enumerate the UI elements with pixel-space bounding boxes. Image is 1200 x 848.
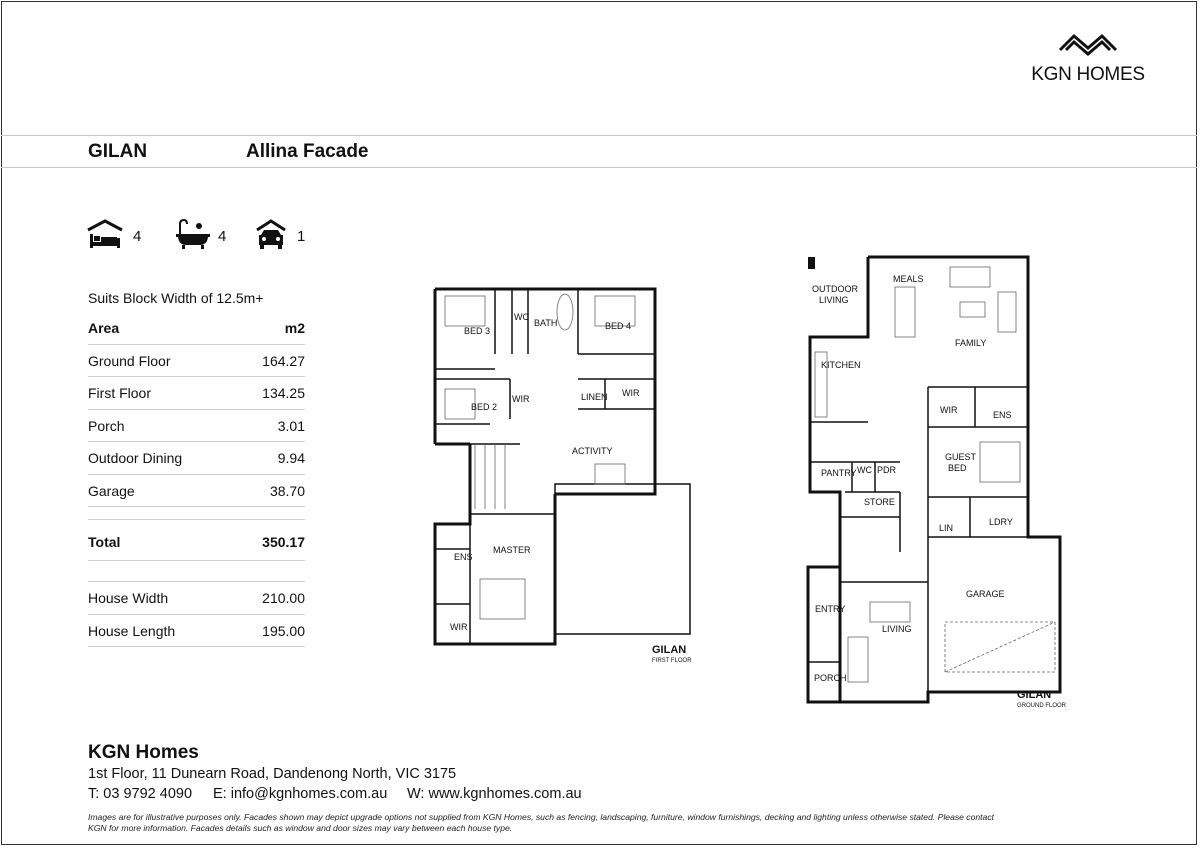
plan-title: GILAN bbox=[1017, 689, 1052, 701]
table-row bbox=[88, 410, 305, 443]
room-label: OUTDOOR bbox=[812, 284, 858, 294]
room-label: STORE bbox=[864, 497, 895, 507]
area-total-row bbox=[88, 519, 305, 561]
garage-count: 1 bbox=[297, 228, 306, 245]
room-label: PDR bbox=[877, 465, 897, 475]
dimension-label: House Width bbox=[88, 590, 169, 606]
ground-floor-plan-drawing bbox=[800, 252, 1070, 714]
area-total-label: Total bbox=[88, 534, 121, 550]
footer-company-name: KGN Homes bbox=[88, 742, 199, 763]
room-label: WC bbox=[514, 312, 529, 322]
structural-column bbox=[808, 257, 815, 269]
area-row-value: 134.25 bbox=[262, 385, 305, 401]
room-label: ACTIVITY bbox=[572, 446, 613, 456]
room-label: WIR bbox=[512, 394, 530, 404]
table-row bbox=[88, 442, 305, 475]
area-table-header bbox=[88, 312, 305, 345]
dimension-value: 210.00 bbox=[262, 590, 305, 606]
plan-subtitle: GROUND FLOOR bbox=[1017, 703, 1067, 709]
garage-icon bbox=[255, 218, 287, 250]
block-width-note: Suits Block Width of 12.5m+ bbox=[88, 290, 264, 306]
room-label: ENS bbox=[454, 552, 473, 562]
dimension-value: 195.00 bbox=[262, 622, 305, 639]
room-label: BED 3 bbox=[464, 326, 491, 336]
room-label: GUEST bbox=[945, 452, 977, 462]
room-label: ENS bbox=[993, 410, 1012, 420]
facade-name: Allina Facade bbox=[246, 141, 369, 162]
table-spacer bbox=[88, 561, 305, 582]
area-header-unit: m2 bbox=[284, 320, 305, 336]
ground-floor-plan bbox=[800, 252, 1070, 719]
brand-logo-text: KGN HOMES bbox=[1031, 64, 1145, 85]
area-row-label: Porch bbox=[88, 417, 125, 434]
footer-address: 1st Floor, 11 Dunearn Road, Dandenong North, VIC 3175 bbox=[88, 766, 457, 782]
room-label: BED 4 bbox=[605, 321, 632, 331]
room-label: GARAGE bbox=[966, 589, 1005, 599]
area-table bbox=[88, 312, 305, 647]
room-label: MEALS bbox=[893, 274, 924, 284]
bedroom-count: 4 bbox=[133, 228, 142, 245]
footer-disclaimer: Images are for illustrative purposes only. Facades shown may depict upgrade options not supplied from KGN Homes, such as fencing, landscaping, furniture, window furnishings, decking and lighting unless otherwise stated. Please contact KGN for more information. Facades details such as window and door sizes may vary between each house type. bbox=[88, 812, 995, 833]
house-name: GILAN bbox=[88, 141, 148, 162]
area-row-value: 9.94 bbox=[277, 450, 305, 466]
area-row-value: 164.27 bbox=[262, 352, 305, 369]
bath-icon bbox=[174, 218, 212, 250]
area-row-value: 38.70 bbox=[269, 482, 305, 499]
header-divider-top bbox=[1, 135, 1197, 136]
area-row-label: Outdoor Dining bbox=[88, 450, 183, 466]
table-row bbox=[88, 615, 305, 648]
room-label: LINEN bbox=[581, 392, 608, 402]
room-label: BED 2 bbox=[471, 402, 498, 412]
table-row bbox=[88, 377, 305, 410]
area-header-label: Area bbox=[88, 320, 120, 336]
first-floor-plan bbox=[430, 284, 700, 679]
room-label: LIVING bbox=[882, 624, 912, 634]
dimension-label: House Length bbox=[88, 622, 176, 639]
footer-phone: T: 03 9792 4090 bbox=[88, 786, 193, 802]
room-label: MASTER bbox=[493, 545, 531, 555]
area-row-label: First Floor bbox=[88, 385, 151, 401]
table-row bbox=[88, 345, 305, 378]
area-total-value: 350.17 bbox=[262, 534, 305, 550]
area-row-label: Garage bbox=[88, 482, 135, 499]
area-row-label: Ground Floor bbox=[88, 352, 171, 369]
table-spacer bbox=[88, 507, 305, 519]
first-floor-plan-drawing bbox=[430, 284, 700, 674]
room-label: WIR bbox=[940, 405, 958, 415]
footer-website[interactable]: W: www.kgnhomes.com.au bbox=[407, 786, 582, 802]
room-label: WC bbox=[857, 465, 872, 475]
room-label: PANTRY bbox=[821, 468, 857, 478]
room-label: BED bbox=[948, 463, 967, 473]
footer-email[interactable]: E: info@kgnhomes.com.au bbox=[213, 786, 388, 802]
plan-subtitle: FIRST FLOOR bbox=[652, 658, 692, 664]
room-label: WIR bbox=[622, 388, 640, 398]
house-roof-logo-icon bbox=[1028, 26, 1148, 66]
room-label: WIR bbox=[450, 622, 468, 632]
room-label: LIVING bbox=[819, 295, 849, 305]
room-label: ENTRY bbox=[815, 604, 846, 614]
plan-title: GILAN bbox=[652, 644, 687, 656]
header-divider-bottom bbox=[1, 167, 1197, 168]
area-row-value: 3.01 bbox=[277, 417, 305, 434]
room-label: PORCH bbox=[814, 673, 847, 683]
bathroom-count: 4 bbox=[218, 228, 227, 245]
table-row bbox=[88, 475, 305, 508]
room-label: KITCHEN bbox=[821, 360, 861, 370]
room-label: LIN bbox=[939, 523, 954, 533]
room-label: BATH bbox=[534, 318, 558, 328]
table-row bbox=[88, 582, 305, 615]
brand-logo bbox=[1028, 26, 1148, 86]
room-label: LDRY bbox=[989, 517, 1013, 527]
room-label: FAMILY bbox=[955, 338, 987, 348]
bed-icon bbox=[86, 218, 124, 250]
